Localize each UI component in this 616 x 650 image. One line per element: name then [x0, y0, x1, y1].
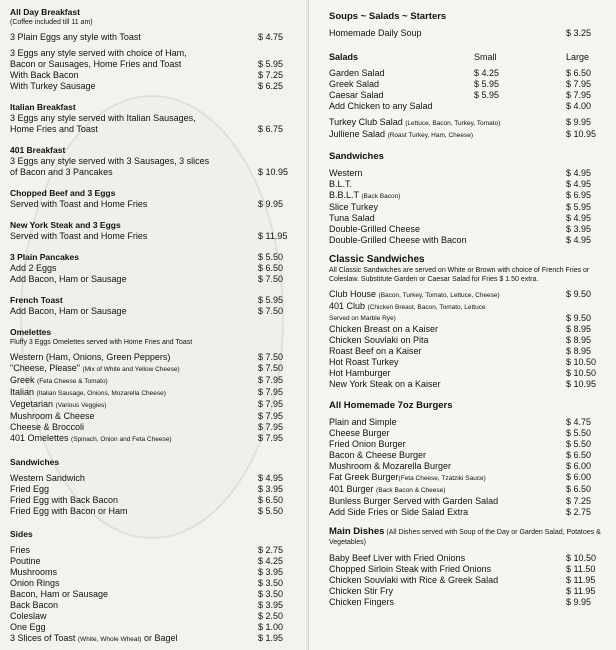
menu-item: With Back Bacon $ 7.25: [10, 70, 284, 80]
menu-item: Fat Greek Burger(Feta Cheese, Tzatziki Sauce) $ 6.00: [329, 472, 592, 482]
section-title: Chopped Beef and 3 Eggs: [10, 188, 116, 198]
section-title: Sides: [10, 529, 33, 539]
main-dishes-header: [329, 527, 610, 548]
menu-item: Tuna Salad $ 4.95: [329, 213, 592, 223]
menu-item: French Toast $ 5.95: [10, 295, 284, 305]
menu-item: Bunless Burger Served with Garden Salad $ 7.25: [329, 496, 592, 506]
large-label: Large: [566, 52, 590, 62]
menu-item: Greek Salad $ 5.95 $ 7.95: [329, 79, 592, 89]
menu-item: Fries $ 2.75: [10, 545, 284, 555]
menu-item: Served on Marble Rye) $ 9.50: [329, 313, 592, 323]
menu-item: Hot Roast Turkey $ 10.50: [329, 357, 597, 367]
menu-item: Double-Grilled Cheese $ 3.95: [329, 224, 592, 234]
menu-item: Turkey Club Salad (Lettuce, Bacon, Turkey, Tomato) $ 9.95: [329, 117, 592, 127]
menu-item: Cheese & Broccoli $ 7.95: [10, 422, 284, 432]
section-title: Italian Breakfast: [10, 102, 76, 112]
menu-item: B.L.T. $ 4.95: [329, 179, 592, 189]
menu-item: of Bacon and 3 Pancakes $ 10.95: [10, 167, 289, 177]
section-title: All Day Breakfast: [10, 7, 80, 17]
menu-item: 3 Plain Pancakes $ 5.50: [10, 252, 284, 262]
menu-item-desc: 3 Eggs any style served with Italian Sausages,: [10, 113, 196, 123]
menu-item: Add 2 Eggs $ 6.50: [10, 263, 284, 273]
menu-item-desc: 3 Eggs any style served with choice of Ham,: [10, 48, 187, 58]
section-title: All Homemade 7oz Burgers: [329, 400, 453, 411]
menu-item: Homemade Daily Soup $ 3.25: [329, 28, 592, 38]
menu-item: Western Sandwich $ 4.95: [10, 473, 284, 483]
section-note: (Coffee included till 11 am): [10, 19, 93, 26]
menu-item: Chicken Souvlaki on Pita $ 8.95: [329, 335, 592, 345]
section-note: (All Dishes served with Soup of the Day or Garden Salad, Potatoes & Vegetables): [329, 529, 601, 546]
menu-item: 401 Omelettes (Spinach, Onion and Feta Cheese) $ 7.95: [10, 433, 284, 443]
menu-item: Club House (Bacon, Turkey, Tomato, Lettuce, Cheese) $ 9.50: [329, 289, 592, 299]
menu-item: Baby Beef Liver with Fried Onions $ 10.50: [329, 553, 597, 563]
section-title: Soups ~ Salads ~ Starters: [329, 11, 447, 22]
menu-item: 401 Burger (Back Bacon & Cheese) $ 6.50: [329, 484, 592, 494]
menu-item: Mushrooms $ 3.95: [10, 567, 284, 577]
menu-item: One Egg $ 1.00: [10, 622, 284, 632]
menu-item: Mushroom & Mozarella Burger $ 6.00: [329, 461, 592, 471]
menu-item: Italian (Italian Sausage, Onions, Mozarella Cheese) $ 7.95: [10, 387, 284, 397]
menu-item: Chicken Breast on a Kaiser $ 8.95: [329, 324, 592, 334]
menu-item: Garden Salad $ 4.25 $ 6.50: [329, 68, 592, 78]
menu-item: Fried Egg with Back Bacon $ 6.50: [10, 495, 284, 505]
menu-item: Add Chicken to any Salad $ 4.00: [329, 101, 592, 111]
menu-item: Bacon & Cheese Burger $ 6.50: [329, 450, 592, 460]
menu-item: Western (Ham, Onions, Green Peppers) $ 7.50: [10, 352, 284, 362]
menu-item: B.B.L.T (Back Bacon) $ 6.95: [329, 190, 592, 200]
menu-item: Chopped Sirloin Steak with Fried Onions $ 11.50: [329, 564, 596, 574]
menu-item: Fried Egg with Bacon or Ham $ 5.50: [10, 506, 284, 516]
menu-item: Fried Egg $ 3.95: [10, 484, 284, 494]
section-title: Sandwiches: [10, 457, 60, 467]
section-note: All Classic Sandwiches are served on White or Brown with choice of French Fries or Coleslaw. Substitute Garden or Caesar Salad for Fries $ 1.50 extra.: [329, 267, 590, 283]
menu-item: Home Fries and Toast $ 6.75: [10, 124, 284, 134]
menu-item: Chicken Souvlaki with Rice & Greek Salad $ 11.95: [329, 575, 596, 585]
menu-item: Served with Toast and Home Fries $ 11.95: [10, 231, 288, 241]
menu-item: Cheese Burger $ 5.50: [329, 428, 592, 438]
menu-item: Chicken Fingers $ 9.95: [329, 597, 592, 607]
section-title: Classic Sandwiches: [329, 254, 425, 265]
menu-item: Bacon, Ham or Sausage $ 3.50: [10, 589, 284, 599]
menu-item: Add Bacon, Ham or Sausage $ 7.50: [10, 306, 284, 316]
section-title: Omelettes: [10, 327, 52, 337]
section-title: Salads: [329, 52, 359, 62]
menu-item: With Turkey Sausage $ 6.25: [10, 81, 284, 91]
section-title: New York Steak and 3 Eggs: [10, 220, 121, 230]
menu-item-desc: 401 Club (Chicken Breast, Bacon, Tomato, Lettuce: [329, 301, 486, 311]
menu-item: 3 Slices of Toast (White, Whole Wheat) or Bagel $ 1.95: [10, 633, 284, 643]
menu-item: Mushroom & Cheese $ 7.95: [10, 411, 284, 421]
section-note: Fluffy 3 Eggs Omelettes served with Home Fries and Toast: [10, 339, 193, 346]
menu-item: Coleslaw $ 2.50: [10, 611, 284, 621]
menu-item-desc: 3 Eggs any style served with 3 Sausages, 3 slices: [10, 156, 210, 166]
menu-item: "Cheese, Please" (Mix of White and Yellow Cheese) $ 7.50: [10, 363, 284, 373]
menu-item: Slice Turkey $ 5.95: [329, 202, 592, 212]
menu-item: New York Steak on a Kaiser $ 10.95: [329, 379, 597, 389]
menu-item: Plain and Simple $ 4.75: [329, 417, 592, 427]
menu-item: Add Bacon, Ham or Sausage $ 7.50: [10, 274, 284, 284]
menu-item: Vegetarian (Various Veggies) $ 7.95: [10, 399, 284, 409]
menu-item: Double-Grilled Cheese with Bacon $ 4.95: [329, 235, 592, 245]
menu-item: Add Side Fries or Side Salad Extra $ 2.75: [329, 507, 592, 517]
menu-item: Julliene Salad (Roast Turkey, Ham, Cheese) $ 10.95: [329, 129, 597, 139]
menu-item: Onion Rings $ 3.50: [10, 578, 284, 588]
menu-item: 3 Plain Eggs any style with Toast $ 4.75: [10, 32, 284, 42]
menu-item: Roast Beef on a Kaiser $ 8.95: [329, 346, 592, 356]
menu-item: Western $ 4.95: [329, 168, 592, 178]
salad-header: [329, 51, 610, 63]
menu-item: Caesar Salad $ 5.95 $ 7.95: [329, 90, 592, 100]
section-title: Sandwiches: [329, 151, 384, 162]
section-title: Main Dishes: [329, 526, 385, 537]
menu-item: Greek (Feta Cheese & Tomato) $ 7.95: [10, 375, 284, 385]
menu-item: Poutine $ 4.25: [10, 556, 284, 566]
menu-right-page: [308, 0, 616, 650]
section-title: 401 Breakfast: [10, 145, 66, 155]
menu-item: Hot Hamburger $ 10.50: [329, 368, 597, 378]
menu-item: Served with Toast and Home Fries $ 9.95: [10, 199, 284, 209]
menu-item: Bacon or Sausages, Home Fries and Toast $ 5.95: [10, 59, 284, 69]
menu-item: Chicken Stir Fry $ 11.95: [329, 586, 596, 596]
menu-item: Back Bacon $ 3.95: [10, 600, 284, 610]
menu-item: Fried Onion Burger $ 5.50: [329, 439, 592, 449]
small-label: Small: [474, 52, 497, 62]
